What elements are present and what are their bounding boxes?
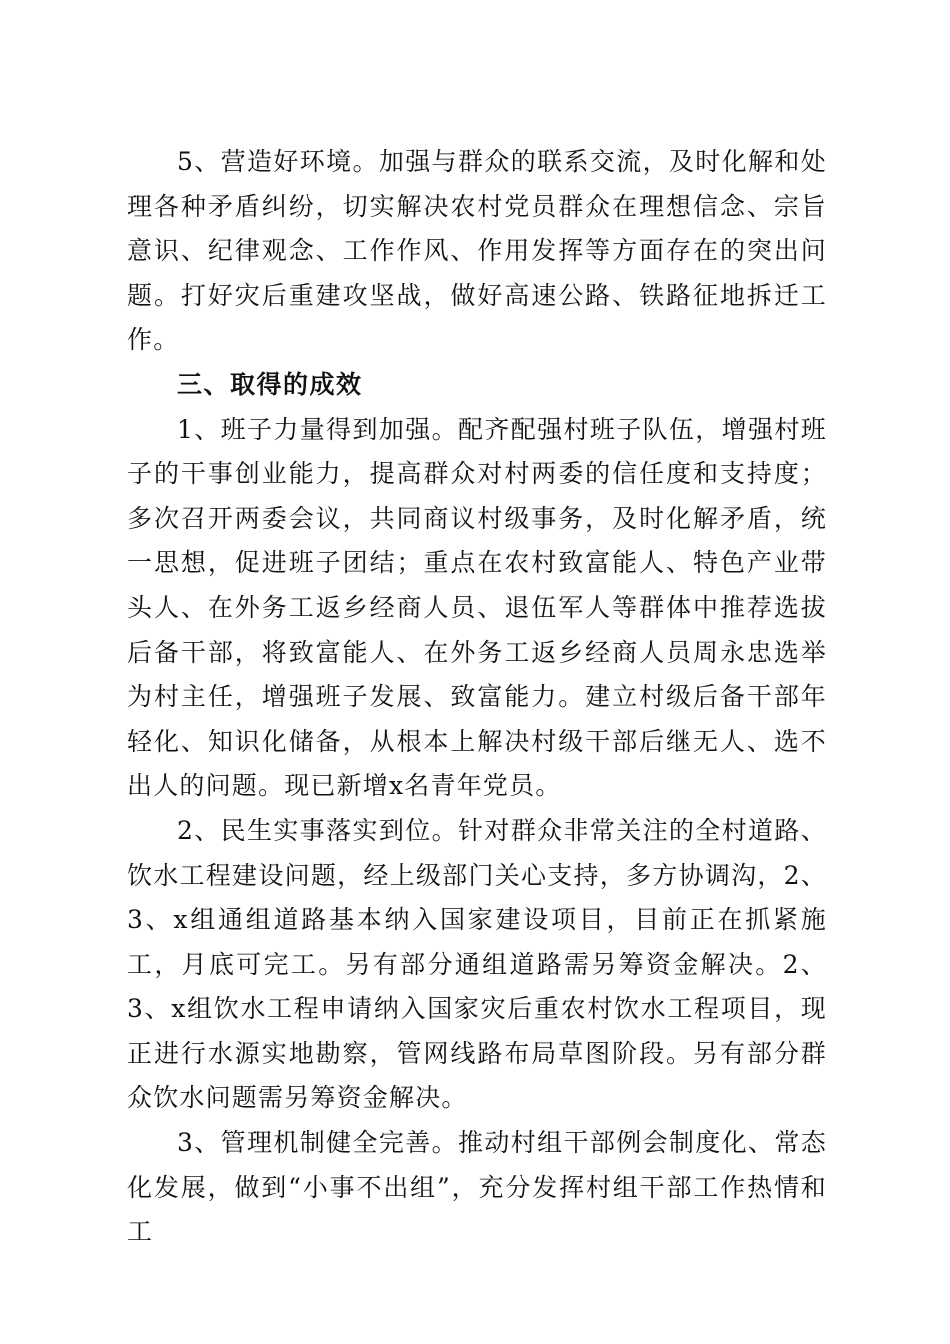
paragraph-management: 3、管理机制健全完善。推动村组干部例会制度化、常态化发展，做到“小事不出组”，充分发挥村组干部工作热情和工 — [127, 1128, 827, 1247]
paragraph-livelihood: 2、民生实事落实到位。针对群众非常关注的全村道路、饮水工程建设问题，经上级部门关心支持，多方协调沟，2、3、x组通组道路基本纳入国家建设项目，目前正在抓紧施工，月底可完工。另有部分通组道路需另筹资金解决。2、3、x组饮水工程申请纳入国家灾后重农村饮水工程项目，现正进行水源实地勘察，管网线路布局草图阶段。另有部分群众饮水问题需另筹资金解决。 — [127, 815, 827, 1113]
paragraph-environment: 5、营造好环境。加强与群众的联系交流，及时化解和处理各种矛盾纠纷，切实解决农村党员群众在理想信念、宗旨意识、纪律观念、工作作风、作用发挥等方面存在的突出问题。打好灾后重建攻坚战，做好高速公路、铁路征地拆迁工作。 — [127, 147, 827, 355]
document-page — [127, 140, 827, 1255]
section-heading-achievements: 三、取得的成效 — [177, 369, 363, 399]
paragraph-team-strength: 1、班子力量得到加强。配齐配强村班子队伍，增强村班子的干事创业能力，提高群众对村两委的信任度和支持度；多次召开两委会议，共同商议村级事务，及时化解矛盾，统一思想，促进班子团结；重点在农村致富能人、特色产业带头人、在外务工返乡经商人员、退伍军人等群体中推荐选拔后备干部，将致富能人、在外务工返乡经商人员周永忠选举为村主任，增强班子发展、致富能力。建立村级后备干部年轻化、知识化储备，从根本上解决村级干部后继无人、选不出人的问题。现已新增x名青年党员。 — [127, 414, 827, 801]
